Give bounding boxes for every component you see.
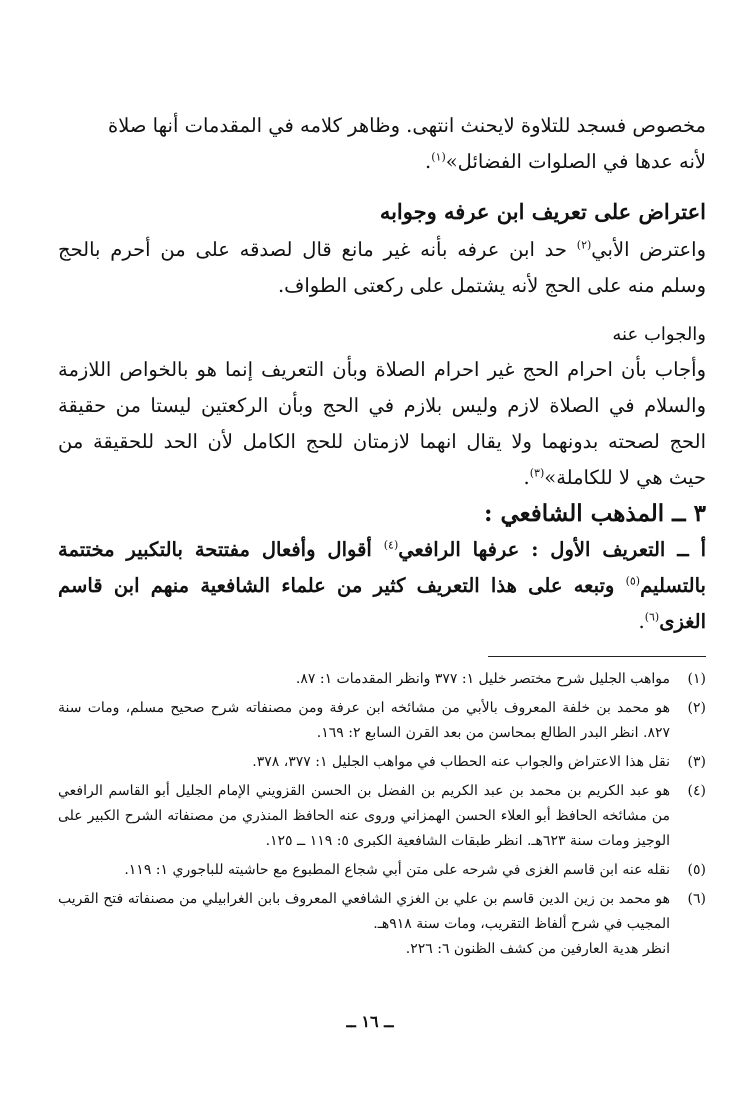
paragraph-2-start: واعترض الأبي bbox=[591, 238, 706, 261]
footnote-ref-6: (٦) bbox=[644, 610, 660, 624]
footnote-number: (٥) bbox=[687, 862, 706, 878]
footnote-text: مواهب الجليل شرح مختصر خليل ١: ٣٧٧ وانظر المقدمات ١: ٨٧. bbox=[295, 671, 670, 687]
footnote-ref-2: (٢) bbox=[576, 238, 592, 252]
footnote-number: (٣) bbox=[687, 754, 706, 770]
paragraph-2 bbox=[58, 232, 706, 304]
subheading-answer: والجواب عنه bbox=[612, 324, 706, 345]
footnote-text: نقله عنه ابن قاسم الغزى في شرحه على متن أبي شجاع المطبوع مع حاشيته للباجوري ١: ١١٩. bbox=[124, 862, 670, 878]
heading-objection: اعتراض على تعريف ابن عرفه وجوابه bbox=[379, 199, 706, 224]
paragraph-1-line-2: لأنه عدها في الصلوات الفضائل» bbox=[445, 150, 706, 173]
footnote-separator bbox=[488, 656, 706, 657]
paragraph-3 bbox=[58, 352, 706, 496]
page-body bbox=[58, 108, 706, 966]
paragraph-4-followers: وتبعه على هذا التعريف كثير من علماء الشافعية منهم ابن قاسم الغزى bbox=[58, 574, 706, 633]
footnote-text-line-1: هو محمد بن زين الدين قاسم بن علي بن الغزي الشافعي المعروف بابن الغرابيلي من مصنفاته فتح القريب المجيب في شرح ألفاظ التقريب، ومات سنة ٩١٨هـ. bbox=[58, 891, 670, 932]
paragraph-1 bbox=[58, 108, 706, 180]
footnote-item bbox=[58, 696, 706, 746]
page-number: ــ ١٦ ــ bbox=[346, 1012, 394, 1031]
paragraph-3-text: وأجاب بأن احرام الحج غير احرام الصلاة وبأن التعريف إنما هو بالخواص اللازمة والسلام في الصلاة لازم وليس بلازم في الحج وبأن الركعتين ليستا من حقيقة الحج لصحته بدونهما ولا يقال انهما لازمتان للحج الكامل لأن الحد للحقيقة من حيث هي لا للكاملة» bbox=[58, 358, 706, 489]
paragraph-4 bbox=[58, 532, 706, 640]
footnote-number: (٢) bbox=[687, 700, 706, 716]
footnote-item bbox=[58, 779, 706, 854]
footnote-number: (١) bbox=[687, 671, 706, 687]
footnote-text bbox=[58, 887, 670, 962]
paragraph-4-end: . bbox=[638, 610, 645, 633]
paragraph-1-end: . bbox=[425, 150, 432, 173]
section-heading-shafii: ٣ ــ المذهب الشافعي : bbox=[483, 500, 706, 527]
footnote-number: (٦) bbox=[687, 891, 706, 907]
footnote-item bbox=[58, 667, 706, 692]
footnote-item bbox=[58, 750, 706, 775]
footnote-ref-4: (٤) bbox=[383, 538, 399, 552]
footnotes bbox=[58, 667, 706, 962]
footnote-text: نقل هذا الاعتراض والجواب عنه الحطاب في مواهب الجليل ١: ٣٧٧، ٣٧٨. bbox=[252, 754, 670, 770]
footnote-item bbox=[58, 858, 706, 883]
footnote-number: (٤) bbox=[687, 783, 706, 799]
footnote-ref-1: (١) bbox=[431, 150, 446, 164]
footnote-text-line-2: انظر هدية العارفين من كشف الظنون ٦: ٢٢٦. bbox=[405, 941, 670, 957]
paragraph-3-end: . bbox=[523, 466, 530, 489]
paragraph-1-line-1: مخصوص فسجد للتلاوة لايحنث انتهى. وظاهر كلامه في المقدمات أنها صلاة bbox=[108, 114, 706, 137]
footnote-text: هو محمد بن خلفة المعروف بالأبي من مشائخه ابن عرفة ومن مصنفاته شرح صحيح مسلم، ومات سنة ٨٢٧. انظر البدر الطالع بمحاسن من بعد القرن السابع ٢: ١٦٩. bbox=[58, 700, 670, 741]
paragraph-4-start: أ ــ التعريف الأول : عرفها الرافعي bbox=[398, 538, 706, 561]
footnote-ref-5: (٥) bbox=[625, 574, 641, 588]
footnote-text: هو عبد الكريم بن محمد بن عبد الكريم بن الفضل بن الحسن القزويني الإمام الجليل أبو القاسم الرافعي من مشائخه الحافظ أبو العلاء الحسن الهمزاني وروى عنه الحافظ المنذري من مصنفاته الشرح الكبير على الوجيز ومات سنة ٦٢٣هـ. انظر طبقات الشافعية الكبرى ٥: ١١٩ ــ ١٢٥. bbox=[58, 783, 670, 849]
footnote-ref-3: (٣) bbox=[529, 466, 545, 480]
paragraph-4-definition: أقوال وأفعال مفتتحة بالتكبير مختتمة بالتسليم bbox=[58, 538, 706, 597]
paragraph-2-rest: حد ابن عرفه بأنه غير مانع قال لصدقه على من أحرم بالحج وسلم منه على الحج لأنه يشتمل على ركعتى الطواف. bbox=[58, 238, 706, 297]
footnote-item bbox=[58, 887, 706, 962]
